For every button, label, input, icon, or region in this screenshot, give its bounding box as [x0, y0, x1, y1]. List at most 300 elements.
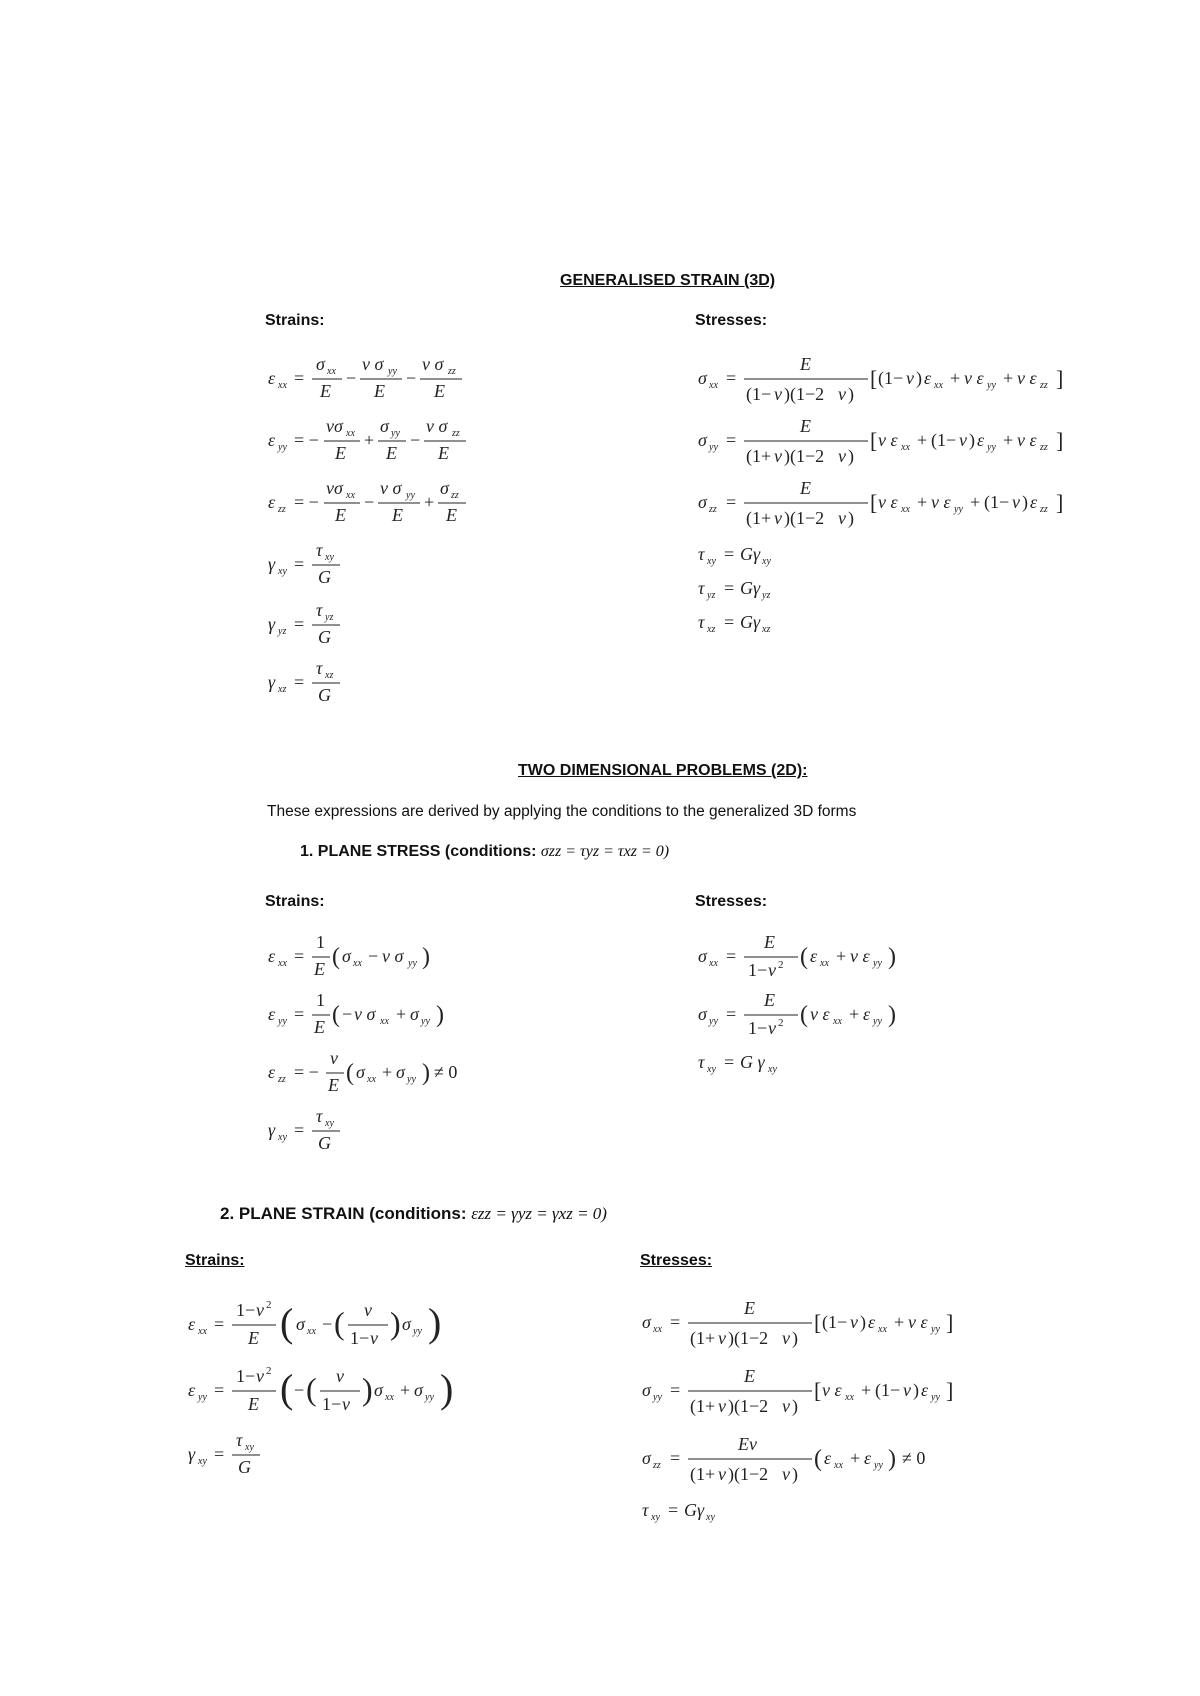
svg-text:yy: yy [388, 366, 397, 377]
svg-text:ν: ν [774, 384, 782, 404]
svg-text:=: = [726, 946, 737, 966]
svg-text:ν: ν [850, 1312, 858, 1332]
svg-text:Gγ: Gγ [740, 612, 761, 632]
svg-text:+: + [364, 430, 375, 450]
svg-text:E: E [392, 505, 403, 525]
svg-text:xy: xy [707, 556, 716, 567]
svg-text:τ: τ [698, 612, 705, 632]
svg-text:ν: ν [782, 1328, 790, 1348]
stress-eq-sxx-plane-strain [642, 1294, 1002, 1358]
svg-text:=: = [724, 578, 735, 598]
svg-text:ε: ε [868, 1312, 876, 1332]
svg-text:E: E [314, 959, 325, 979]
svg-text:xx: xx [709, 958, 718, 969]
plane-strain-conditions: εzz = γyz = γxz = 0) [471, 1204, 607, 1223]
svg-text:]: ] [946, 1310, 954, 1335]
svg-text:=: = [294, 1004, 305, 1024]
svg-text:1−: 1− [748, 1018, 768, 1038]
svg-text:σ: σ [396, 1062, 405, 1082]
plane-strain-heading-text: 2. PLANE STRAIN (conditions: [220, 1204, 472, 1223]
svg-text:E: E [744, 1298, 755, 1318]
svg-text:ν: ν [256, 1366, 264, 1386]
svg-text:): ) [792, 1328, 798, 1348]
svg-text:xy: xy [706, 1512, 715, 1523]
svg-text:E: E [764, 990, 775, 1010]
strains-label-plane-strain: Strains: [185, 1252, 245, 1269]
svg-text:xy: xy [198, 1456, 207, 1467]
svg-text:G γ: G γ [740, 1052, 765, 1072]
svg-text:)(1−2: )(1−2 [728, 1396, 769, 1416]
svg-text:ε: ε [268, 430, 276, 450]
strains-label-3d: Strains: [265, 312, 325, 329]
svg-text:[: [ [814, 1378, 822, 1403]
svg-text:]: ] [946, 1378, 954, 1403]
svg-text:xx: xx [901, 504, 910, 515]
svg-text:=: = [214, 1444, 225, 1464]
svg-text:yy: yy [413, 1326, 422, 1337]
svg-text:E: E [744, 1366, 755, 1386]
svg-text:ε: ε [863, 1004, 871, 1024]
svg-text:σ: σ [414, 1380, 423, 1400]
svg-text:(: ( [800, 1002, 808, 1028]
strain-eq-gxz-3d [268, 656, 388, 716]
svg-text:−: − [346, 368, 357, 388]
svg-text:Gγ: Gγ [684, 1500, 705, 1520]
svg-text:): ) [969, 430, 975, 450]
svg-text:xx: xx [380, 1016, 389, 1027]
svg-text:ε: ε [1030, 492, 1038, 512]
svg-text:): ) [888, 1446, 896, 1472]
svg-text:ε: ε [268, 492, 276, 512]
svg-text:yy: yy [278, 1016, 287, 1027]
svg-text:xy: xy [325, 1118, 334, 1129]
svg-text:G: G [238, 1457, 251, 1477]
svg-text:ν ε: ν ε [964, 368, 984, 388]
svg-text:σ: σ [296, 1314, 305, 1334]
svg-text:xx: xx [901, 442, 910, 453]
svg-text:=: = [214, 1314, 225, 1334]
svg-text:(: ( [280, 1366, 294, 1411]
svg-text:xx: xx [385, 1392, 394, 1403]
svg-text:Gγ: Gγ [740, 544, 761, 564]
svg-text:): ) [436, 1002, 444, 1028]
svg-text:(1+: (1+ [746, 446, 772, 466]
svg-text:E: E [800, 478, 811, 498]
svg-text:zz: zz [451, 490, 459, 501]
equation-formula [188, 1360, 488, 1424]
stress-eq-syy-plane-strain [642, 1362, 1002, 1426]
svg-text:ε: ε [188, 1314, 196, 1334]
svg-text:+: + [396, 1004, 407, 1024]
svg-text:=: = [670, 1448, 681, 1468]
svg-text:E: E [800, 416, 811, 436]
svg-text:=: = [726, 1004, 737, 1024]
svg-text:E: E [374, 381, 385, 401]
svg-text:E: E [328, 1075, 339, 1095]
svg-text:ν: ν [903, 1380, 911, 1400]
svg-text:[: [ [870, 490, 878, 515]
svg-text:xy: xy [707, 1064, 716, 1075]
svg-text:zz: zz [448, 366, 456, 377]
svg-text:2: 2 [266, 1299, 272, 1311]
svg-text:ε: ε [924, 368, 932, 388]
svg-text:σ: σ [642, 1312, 651, 1332]
svg-text:zz: zz [278, 1074, 286, 1085]
svg-text:ν ε: ν ε [878, 430, 898, 450]
svg-text:ν ε: ν ε [908, 1312, 928, 1332]
svg-text:−: − [368, 946, 379, 966]
svg-text:1: 1 [316, 932, 325, 952]
equation-formula [268, 476, 498, 530]
svg-text:): ) [916, 368, 922, 388]
section-title-2d: TWO DIMENSIONAL PROBLEMS (2D): [518, 762, 808, 779]
svg-text:=: = [724, 612, 735, 632]
equation-formula [698, 538, 818, 572]
plane-stress-heading [300, 843, 669, 861]
svg-text:ν σ: ν σ [382, 946, 404, 966]
svg-text:]: ] [1056, 366, 1064, 391]
svg-text:(1+: (1+ [746, 508, 772, 528]
svg-text:(: ( [814, 1446, 822, 1472]
svg-text:): ) [428, 1300, 442, 1345]
svg-text:1: 1 [316, 990, 325, 1010]
svg-text:)(1−2: )(1−2 [784, 384, 825, 404]
svg-text:ν: ν [364, 1300, 372, 1320]
strain-eq-ezz-3d [268, 476, 498, 536]
svg-text:τ: τ [698, 1052, 705, 1072]
svg-text:σ: σ [402, 1314, 411, 1334]
svg-text:σ: σ [698, 430, 707, 450]
svg-text:+: + [382, 1062, 393, 1082]
svg-text:ν: ν [838, 508, 846, 528]
svg-text:2: 2 [266, 1365, 272, 1377]
svg-text:xx: xx [845, 1392, 854, 1403]
svg-text:yy: yy [709, 1016, 718, 1027]
svg-text:[: [ [870, 428, 878, 453]
svg-text:E: E [764, 932, 775, 952]
svg-text:E: E [335, 443, 346, 463]
svg-text:(1−: (1− [878, 368, 904, 388]
svg-text:ν: ν [782, 1396, 790, 1416]
svg-text:=: = [670, 1312, 681, 1332]
svg-text:τ: τ [642, 1500, 649, 1520]
svg-text:ν: ν [718, 1396, 726, 1416]
svg-text:xz: xz [762, 624, 771, 635]
svg-text:+: + [970, 492, 981, 512]
svg-text:G: G [318, 627, 331, 647]
svg-text:ν ε: ν ε [850, 946, 870, 966]
strain-eq-eyy-3d [268, 414, 498, 474]
svg-text:γ: γ [268, 672, 276, 692]
intro-paragraph: These expressions are derived by applying the conditions to the generalized 3D forms [267, 803, 857, 820]
svg-text:−: − [294, 1380, 305, 1400]
svg-text:ε: ε [824, 1448, 832, 1468]
svg-text:=: = [214, 1380, 225, 1400]
strain-eq-ezz-plane-stress [268, 1046, 508, 1108]
svg-text:E: E [800, 354, 811, 374]
svg-text:σ: σ [698, 946, 707, 966]
svg-text:zz: zz [709, 504, 717, 515]
svg-text:2: 2 [778, 959, 784, 971]
svg-text:=: = [724, 1052, 735, 1072]
svg-text:ε: ε [268, 946, 276, 966]
svg-text:E: E [314, 1017, 325, 1037]
svg-text:−: − [410, 430, 421, 450]
equation-formula [268, 598, 388, 652]
svg-text:νσ: νσ [326, 416, 343, 436]
svg-text:xx: xx [346, 428, 355, 439]
svg-text:yy: yy [278, 442, 287, 453]
svg-text:γ: γ [188, 1444, 196, 1464]
svg-text:=: = [294, 672, 305, 692]
svg-text:= −: = − [294, 492, 319, 512]
svg-text:(1−: (1− [875, 1380, 901, 1400]
svg-text:E: E [335, 505, 346, 525]
svg-text:γ: γ [268, 1120, 276, 1140]
svg-text:σ: σ [342, 946, 351, 966]
strain-eq-exx-plane-stress [268, 930, 498, 992]
stress-eq-syy-plane-stress [698, 988, 958, 1050]
svg-text:ν σ: ν σ [380, 478, 402, 498]
svg-text:): ) [1022, 492, 1028, 512]
svg-text:xx: xx [833, 1016, 842, 1027]
plane-strain-heading [220, 1204, 607, 1224]
svg-text:=: = [726, 368, 737, 388]
svg-text:ε: ε [864, 1448, 872, 1468]
svg-text:τ: τ [698, 544, 705, 564]
svg-text:+: + [836, 946, 847, 966]
svg-text:(1+: (1+ [690, 1328, 716, 1348]
svg-text:): ) [848, 446, 854, 466]
equation-formula [698, 474, 1098, 532]
svg-text:τ: τ [316, 1106, 323, 1126]
stress-eq-syy-3d [698, 412, 1098, 476]
svg-text:σ: σ [698, 1004, 707, 1024]
svg-text:)(1−2: )(1−2 [784, 508, 825, 528]
svg-text:[: [ [870, 366, 878, 391]
equation-formula [698, 1046, 818, 1080]
svg-text:≠ 0: ≠ 0 [434, 1062, 458, 1082]
svg-text:): ) [848, 508, 854, 528]
svg-text:ν: ν [774, 446, 782, 466]
svg-text:ν ε: ν ε [1017, 368, 1037, 388]
svg-text:ε: ε [810, 946, 818, 966]
svg-text:ν: ν [718, 1464, 726, 1484]
svg-text:xx: xx [834, 1460, 843, 1471]
svg-text:Eν: Eν [738, 1434, 757, 1454]
svg-text:xy: xy [762, 556, 771, 567]
svg-text:−: − [406, 368, 417, 388]
svg-text:−: − [342, 1004, 353, 1024]
svg-text:xy: xy [768, 1064, 777, 1075]
svg-text:1−: 1− [236, 1300, 256, 1320]
equation-formula [698, 412, 1098, 470]
svg-text:ν: ν [342, 1394, 350, 1414]
svg-text:=: = [294, 554, 305, 574]
svg-text:): ) [860, 1312, 866, 1332]
svg-text:(1−: (1− [984, 492, 1010, 512]
svg-text:zz: zz [278, 504, 286, 515]
svg-text:yy: yy [954, 504, 963, 515]
svg-text:xx: xx [327, 366, 336, 377]
svg-text:=: = [668, 1500, 679, 1520]
svg-text:yy: yy [406, 490, 415, 501]
svg-text:ε: ε [188, 1380, 196, 1400]
section-title-3d: GENERALISED STRAIN (3D) [560, 272, 776, 289]
equation-formula [642, 1294, 1002, 1352]
svg-text:G: G [318, 685, 331, 705]
svg-text:=: = [670, 1380, 681, 1400]
svg-text:ε: ε [268, 368, 276, 388]
svg-text:ν: ν [838, 384, 846, 404]
svg-text:τ: τ [236, 1430, 243, 1450]
svg-text:ν: ν [336, 1366, 344, 1386]
svg-text:+: + [400, 1380, 411, 1400]
strain-eq-gxy-plane-strain [188, 1428, 308, 1490]
equation-formula [698, 350, 1098, 408]
svg-text:ν σ: ν σ [362, 354, 384, 374]
svg-text:yz: yz [325, 612, 334, 623]
svg-text:σ: σ [642, 1380, 651, 1400]
svg-text:τ: τ [316, 540, 323, 560]
stress-eq-sxx-3d [698, 350, 1098, 414]
svg-text:)(1−2: )(1−2 [728, 1464, 769, 1484]
stress-eq-szz-plane-strain [642, 1430, 1002, 1494]
svg-text:ν ε: ν ε [1017, 430, 1037, 450]
svg-text:=: = [726, 492, 737, 512]
svg-text:=: = [726, 430, 737, 450]
svg-text:zz: zz [1040, 504, 1048, 515]
svg-text:ε: ε [268, 1062, 276, 1082]
strains-label-plane-stress: Strains: [265, 893, 325, 910]
strain-eq-eyy-plane-strain [188, 1360, 488, 1430]
strain-eq-gyz-3d [268, 598, 388, 658]
svg-text:−: − [322, 1314, 333, 1334]
svg-text:(: ( [280, 1300, 294, 1345]
svg-text:ν: ν [774, 508, 782, 528]
svg-text:νσ: νσ [326, 478, 343, 498]
svg-text:xx: xx [367, 1074, 376, 1085]
svg-text:xx: xx [878, 1324, 887, 1335]
svg-text:1−: 1− [748, 960, 768, 980]
svg-text:): ) [362, 1371, 373, 1407]
svg-text:yy: yy [873, 958, 882, 969]
svg-text:zz: zz [653, 1460, 661, 1471]
svg-text:=: = [294, 614, 305, 634]
svg-text:=: = [294, 946, 305, 966]
stress-eq-szz-3d [698, 474, 1098, 538]
svg-text:yy: yy [873, 1016, 882, 1027]
svg-text:+: + [861, 1380, 872, 1400]
svg-text:xz: xz [707, 624, 716, 635]
svg-text:): ) [888, 1002, 896, 1028]
svg-text:ν: ν [370, 1328, 378, 1348]
svg-text:+: + [917, 430, 928, 450]
svg-text:yy: yy [408, 958, 417, 969]
strain-eq-gxy-3d [268, 538, 388, 598]
svg-text:E: E [438, 443, 449, 463]
svg-text:yy: yy [407, 1074, 416, 1085]
equation-formula [642, 1362, 1002, 1420]
svg-text:≠ 0: ≠ 0 [902, 1448, 926, 1468]
svg-text:xz: xz [278, 684, 287, 695]
svg-text:xy: xy [278, 1132, 287, 1143]
svg-text:E: E [434, 381, 445, 401]
svg-text:σ: σ [356, 1062, 365, 1082]
equation-formula [268, 1046, 508, 1102]
svg-text:(: ( [332, 944, 340, 970]
svg-text:ε: ε [921, 1380, 929, 1400]
strain-eq-eyy-plane-stress [268, 988, 498, 1050]
svg-text:τ: τ [316, 600, 323, 620]
svg-text:ν: ν [256, 1300, 264, 1320]
equation-formula [268, 656, 388, 710]
svg-text:zz: zz [1040, 442, 1048, 453]
equation-formula [188, 1294, 488, 1358]
svg-text:+: + [1003, 430, 1014, 450]
svg-text:xy: xy [325, 552, 334, 563]
svg-text:+: + [850, 1448, 861, 1468]
svg-text:τ: τ [316, 658, 323, 678]
svg-text:ν σ: ν σ [354, 1004, 376, 1024]
svg-text:yz: yz [762, 590, 771, 601]
svg-text:G: G [318, 567, 331, 587]
svg-text:E: E [320, 381, 331, 401]
svg-text:(: ( [346, 1060, 354, 1086]
svg-text:yy: yy [198, 1392, 207, 1403]
svg-text:yy: yy [391, 428, 400, 439]
svg-text:ν: ν [718, 1328, 726, 1348]
svg-text:yy: yy [421, 1016, 430, 1027]
svg-text:xz: xz [325, 670, 334, 681]
svg-text:): ) [913, 1380, 919, 1400]
plane-stress-heading-text: 1. PLANE STRESS (conditions: [300, 843, 541, 860]
svg-text:xy: xy [651, 1512, 660, 1523]
svg-text:): ) [422, 1060, 430, 1086]
svg-text:E: E [386, 443, 397, 463]
svg-text:): ) [390, 1305, 401, 1341]
svg-text:xx: xx [934, 380, 943, 391]
svg-text:): ) [848, 384, 854, 404]
svg-text:): ) [792, 1396, 798, 1416]
svg-text:xx: xx [307, 1326, 316, 1337]
svg-text:σ: σ [410, 1004, 419, 1024]
svg-text:ν: ν [959, 430, 967, 450]
svg-text:σ: σ [316, 354, 325, 374]
svg-text:γ: γ [268, 614, 276, 634]
svg-text:xx: xx [709, 380, 718, 391]
svg-text:]: ] [1056, 428, 1064, 453]
svg-text:= −: = − [294, 430, 319, 450]
svg-text:xx: xx [653, 1324, 662, 1335]
svg-text:(: ( [332, 1002, 340, 1028]
svg-text:+: + [950, 368, 961, 388]
svg-text:yy: yy [709, 442, 718, 453]
svg-text:ν: ν [1012, 492, 1020, 512]
svg-text:1−: 1− [350, 1328, 370, 1348]
svg-text:E: E [248, 1394, 259, 1414]
svg-text:xx: xx [820, 958, 829, 969]
svg-text:ν ε: ν ε [878, 492, 898, 512]
svg-text:Gγ: Gγ [740, 578, 761, 598]
strain-eq-gxy-plane-stress [268, 1104, 388, 1166]
svg-text:xx: xx [346, 490, 355, 501]
svg-text:ν: ν [768, 960, 776, 980]
svg-text:yy: yy [425, 1392, 434, 1403]
svg-text:ν σ: ν σ [422, 354, 444, 374]
svg-text:): ) [792, 1464, 798, 1484]
svg-text:σ: σ [440, 478, 449, 498]
